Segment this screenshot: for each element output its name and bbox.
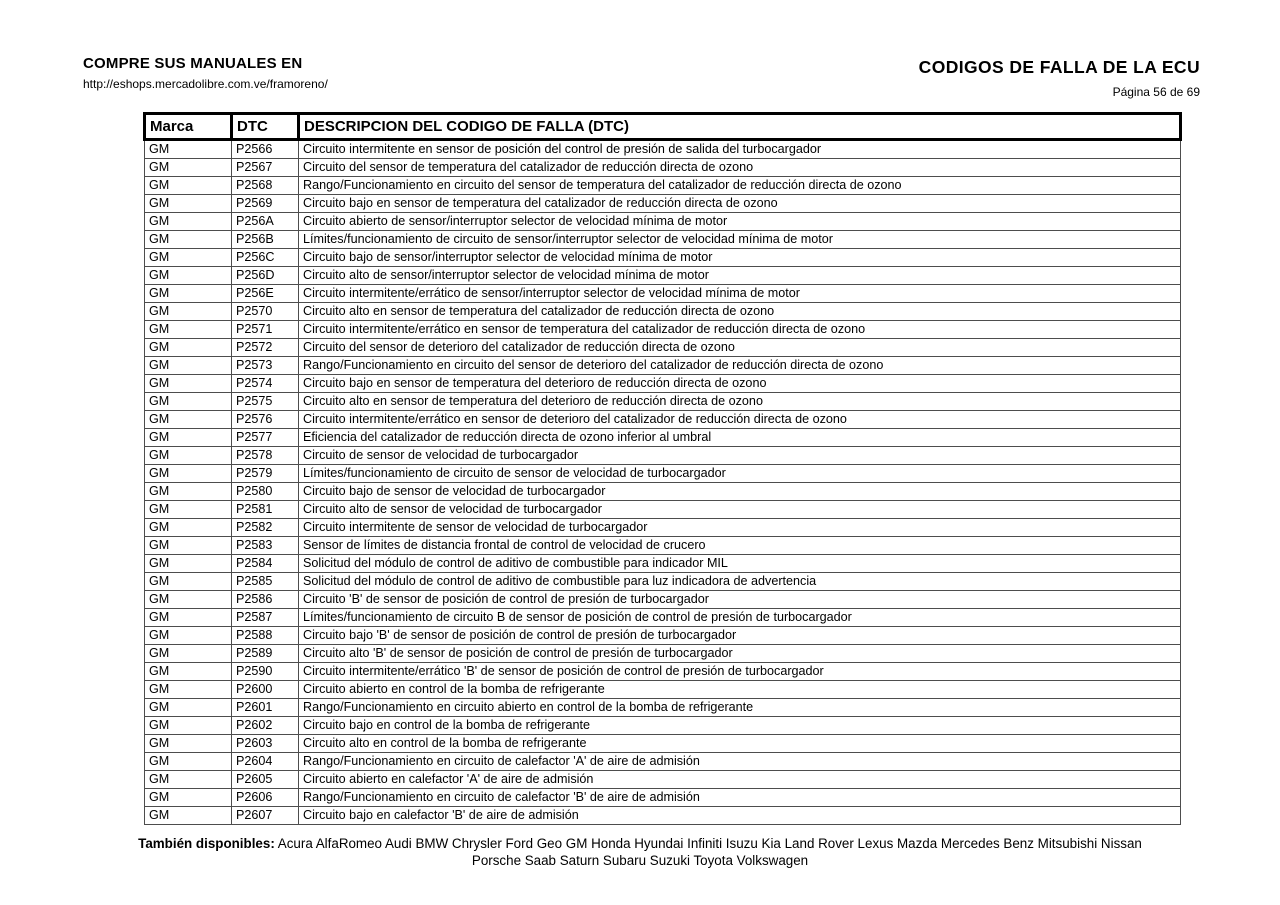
dtc-cell: P2581 — [232, 501, 299, 519]
table-row — [145, 753, 1181, 771]
dtc-cell: P2572 — [232, 339, 299, 357]
footer-brands-line1: Acura AlfaRomeo Audi BMW Chrysler Ford Geo GM Honda Hyundai Infiniti Isuzu Kia Land Rover Lexus Mazda Mercedes Benz Mitsubishi Nissan — [277, 836, 1142, 851]
marca-cell: GM — [145, 537, 232, 555]
description-cell: Rango/Funcionamiento en circuito abierto en control de la bomba de refrigerante — [299, 699, 1181, 717]
footer-intro-label: También disponibles: — [138, 836, 275, 851]
table-row — [145, 411, 1181, 429]
page-title: CODIGOS DE FALLA DE LA ECU — [918, 57, 1200, 77]
description-cell: Circuito intermitente en sensor de posición del control de presión de salida del turbocargador — [299, 140, 1181, 159]
table-row — [145, 537, 1181, 555]
marca-cell: GM — [145, 285, 232, 303]
marca-cell: GM — [145, 303, 232, 321]
description-cell: Circuito bajo 'B' de sensor de posición de control de presión de turbocargador — [299, 627, 1181, 645]
dtc-cell: P256B — [232, 231, 299, 249]
dtc-cell: P256D — [232, 267, 299, 285]
table-row — [145, 681, 1181, 699]
footer-brands-line2: Porsche Saab Saturn Subaru Suzuki Toyota Volkswagen — [471, 853, 809, 868]
shop-header — [83, 55, 328, 91]
description-cell: Circuito intermitente/errático 'B' de sensor de posición de control de presión de turbocargador — [299, 663, 1181, 681]
dtc-table — [143, 112, 1182, 825]
dtc-cell: P256C — [232, 249, 299, 267]
page-number: Página 56 de 69 — [1112, 85, 1200, 99]
description-cell: Sensor de límites de distancia frontal de control de velocidad de crucero — [299, 537, 1181, 555]
shop-url: http://eshops.mercadolibre.com.ve/framoreno/ — [83, 77, 328, 91]
description-cell: Circuito alto en control de la bomba de refrigerante — [299, 735, 1181, 753]
column-header-dtc: DTC — [232, 114, 299, 140]
footer — [0, 835, 1280, 869]
description-cell: Circuito bajo en sensor de temperatura del deterioro de reducción directa de ozono — [299, 375, 1181, 393]
dtc-cell: P2600 — [232, 681, 299, 699]
dtc-cell: P2602 — [232, 717, 299, 735]
table-row — [145, 213, 1181, 231]
table-row — [145, 735, 1181, 753]
description-cell: Circuito bajo de sensor/interruptor selector de velocidad mínima de motor — [299, 249, 1181, 267]
marca-cell: GM — [145, 789, 232, 807]
marca-cell: GM — [145, 519, 232, 537]
description-cell: Circuito abierto de sensor/interruptor selector de velocidad mínima de motor — [299, 213, 1181, 231]
marca-cell: GM — [145, 753, 232, 771]
marca-cell: GM — [145, 393, 232, 411]
marca-cell: GM — [145, 699, 232, 717]
dtc-cell: P256E — [232, 285, 299, 303]
table-row — [145, 663, 1181, 681]
description-cell: Límites/funcionamiento de circuito de sensor de velocidad de turbocargador — [299, 465, 1181, 483]
description-cell: Solicitud del módulo de control de aditivo de combustible para luz indicadora de advertencia — [299, 573, 1181, 591]
dtc-cell: P2588 — [232, 627, 299, 645]
table-row — [145, 339, 1181, 357]
dtc-cell: P2571 — [232, 321, 299, 339]
description-cell: Circuito intermitente/errático en sensor de temperatura del catalizador de reducción directa de ozono — [299, 321, 1181, 339]
description-cell: Eficiencia del catalizador de reducción directa de ozono inferior al umbral — [299, 429, 1181, 447]
table-row — [145, 717, 1181, 735]
dtc-cell: P2586 — [232, 591, 299, 609]
description-cell: Circuito alto 'B' de sensor de posición de control de presión de turbocargador — [299, 645, 1181, 663]
marca-cell: GM — [145, 663, 232, 681]
dtc-cell: P2587 — [232, 609, 299, 627]
marca-cell: GM — [145, 807, 232, 825]
marca-cell: GM — [145, 609, 232, 627]
marca-cell: GM — [145, 627, 232, 645]
dtc-cell: P2575 — [232, 393, 299, 411]
dtc-cell: P2567 — [232, 159, 299, 177]
dtc-table-header — [145, 114, 1181, 140]
marca-cell: GM — [145, 375, 232, 393]
marca-cell: GM — [145, 140, 232, 159]
table-row — [145, 375, 1181, 393]
table-row — [145, 573, 1181, 591]
table-row — [145, 591, 1181, 609]
table-row — [145, 447, 1181, 465]
table-row — [145, 393, 1181, 411]
marca-cell: GM — [145, 681, 232, 699]
dtc-cell: P2606 — [232, 789, 299, 807]
description-cell: Circuito alto de sensor/interruptor selector de velocidad mínima de motor — [299, 267, 1181, 285]
table-row — [145, 159, 1181, 177]
description-cell: Límites/funcionamiento de circuito de sensor/interruptor selector de velocidad mínima de motor — [299, 231, 1181, 249]
dtc-cell: P2605 — [232, 771, 299, 789]
dtc-cell: P2590 — [232, 663, 299, 681]
dtc-cell: P2580 — [232, 483, 299, 501]
description-cell: Circuito bajo en calefactor 'B' de aire de admisión — [299, 807, 1181, 825]
column-header-marca: Marca — [145, 114, 232, 140]
dtc-cell: P2578 — [232, 447, 299, 465]
dtc-cell: P2601 — [232, 699, 299, 717]
footer-line-1 — [0, 835, 1280, 852]
marca-cell: GM — [145, 195, 232, 213]
marca-cell: GM — [145, 429, 232, 447]
table-row — [145, 195, 1181, 213]
dtc-cell: P2583 — [232, 537, 299, 555]
table-row — [145, 231, 1181, 249]
title-block — [919, 57, 1200, 99]
description-cell: Circuito abierto en calefactor 'A' de aire de admisión — [299, 771, 1181, 789]
description-cell: Circuito 'B' de sensor de posición de control de presión de turbocargador — [299, 591, 1181, 609]
marca-cell: GM — [145, 465, 232, 483]
dtc-cell: P256A — [232, 213, 299, 231]
marca-cell: GM — [145, 573, 232, 591]
table-row — [145, 609, 1181, 627]
dtc-cell: P2589 — [232, 645, 299, 663]
marca-cell: GM — [145, 501, 232, 519]
column-header-descripcion: DESCRIPCION DEL CODIGO DE FALLA (DTC) — [299, 114, 1181, 140]
marca-cell: GM — [145, 717, 232, 735]
dtc-cell: P2576 — [232, 411, 299, 429]
marca-cell: GM — [145, 177, 232, 195]
marca-cell: GM — [145, 771, 232, 789]
description-cell: Circuito bajo en control de la bomba de refrigerante — [299, 717, 1181, 735]
marca-cell: GM — [145, 267, 232, 285]
description-cell: Circuito bajo en sensor de temperatura del catalizador de reducción directa de ozono — [299, 195, 1181, 213]
marca-cell: GM — [145, 483, 232, 501]
table-row — [145, 555, 1181, 573]
description-cell: Solicitud del módulo de control de aditivo de combustible para indicador MIL — [299, 555, 1181, 573]
description-cell: Rango/Funcionamiento en circuito del sensor de temperatura del catalizador de reducción directa de ozono — [299, 177, 1181, 195]
table-row — [145, 140, 1181, 159]
marca-cell: GM — [145, 555, 232, 573]
marca-cell: GM — [145, 213, 232, 231]
description-cell: Límites/funcionamiento de circuito B de sensor de posición de control de presión de turbocargador — [299, 609, 1181, 627]
table-row — [145, 501, 1181, 519]
marca-cell: GM — [145, 231, 232, 249]
table-row — [145, 519, 1181, 537]
dtc-table-body — [145, 140, 1181, 825]
table-row — [145, 627, 1181, 645]
marca-cell: GM — [145, 735, 232, 753]
marca-cell: GM — [145, 411, 232, 429]
dtc-cell: P2607 — [232, 807, 299, 825]
dtc-cell: P2573 — [232, 357, 299, 375]
marca-cell: GM — [145, 249, 232, 267]
description-cell: Circuito alto de sensor de velocidad de turbocargador — [299, 501, 1181, 519]
dtc-cell: P2566 — [232, 140, 299, 159]
dtc-cell: P2604 — [232, 753, 299, 771]
table-row — [145, 771, 1181, 789]
description-cell: Circuito del sensor de temperatura del catalizador de reducción directa de ozono — [299, 159, 1181, 177]
dtc-table-container — [143, 112, 1182, 825]
dtc-cell: P2603 — [232, 735, 299, 753]
dtc-cell: P2584 — [232, 555, 299, 573]
dtc-cell: P2570 — [232, 303, 299, 321]
dtc-cell: P2582 — [232, 519, 299, 537]
table-row — [145, 285, 1181, 303]
table-row — [145, 249, 1181, 267]
table-row — [145, 321, 1181, 339]
description-cell: Circuito alto en sensor de temperatura del deterioro de reducción directa de ozono — [299, 393, 1181, 411]
dtc-cell: P2574 — [232, 375, 299, 393]
table-row — [145, 789, 1181, 807]
table-row — [145, 465, 1181, 483]
dtc-cell: P2585 — [232, 573, 299, 591]
description-cell: Circuito intermitente/errático en sensor de deterioro del catalizador de reducción directa de ozono — [299, 411, 1181, 429]
description-cell: Rango/Funcionamiento en circuito del sensor de deterioro del catalizador de reducción directa de ozono — [299, 357, 1181, 375]
table-row — [145, 699, 1181, 717]
marca-cell: GM — [145, 159, 232, 177]
description-cell: Circuito intermitente/errático de sensor/interruptor selector de velocidad mínima de motor — [299, 285, 1181, 303]
marca-cell: GM — [145, 645, 232, 663]
description-cell: Circuito bajo de sensor de velocidad de turbocargador — [299, 483, 1181, 501]
marca-cell: GM — [145, 591, 232, 609]
table-row — [145, 483, 1181, 501]
dtc-cell: P2577 — [232, 429, 299, 447]
table-row — [145, 357, 1181, 375]
description-cell: Rango/Funcionamiento en circuito de calefactor 'A' de aire de admisión — [299, 753, 1181, 771]
marca-cell: GM — [145, 321, 232, 339]
dtc-cell: P2568 — [232, 177, 299, 195]
marca-cell: GM — [145, 339, 232, 357]
shop-title: COMPRE SUS MANUALES EN — [83, 55, 303, 72]
header-row — [145, 114, 1181, 140]
marca-cell: GM — [145, 357, 232, 375]
dtc-cell: P2579 — [232, 465, 299, 483]
description-cell: Circuito alto en sensor de temperatura del catalizador de reducción directa de ozono — [299, 303, 1181, 321]
table-row — [145, 267, 1181, 285]
table-row — [145, 429, 1181, 447]
description-cell: Circuito de sensor de velocidad de turbocargador — [299, 447, 1181, 465]
table-row — [145, 303, 1181, 321]
description-cell: Circuito del sensor de deterioro del catalizador de reducción directa de ozono — [299, 339, 1181, 357]
table-row — [145, 645, 1181, 663]
dtc-cell: P2569 — [232, 195, 299, 213]
description-cell: Rango/Funcionamiento en circuito de calefactor 'B' de aire de admisión — [299, 789, 1181, 807]
table-row — [145, 807, 1181, 825]
table-row — [145, 177, 1181, 195]
description-cell: Circuito abierto en control de la bomba de refrigerante — [299, 681, 1181, 699]
marca-cell: GM — [145, 447, 232, 465]
description-cell: Circuito intermitente de sensor de velocidad de turbocargador — [299, 519, 1181, 537]
